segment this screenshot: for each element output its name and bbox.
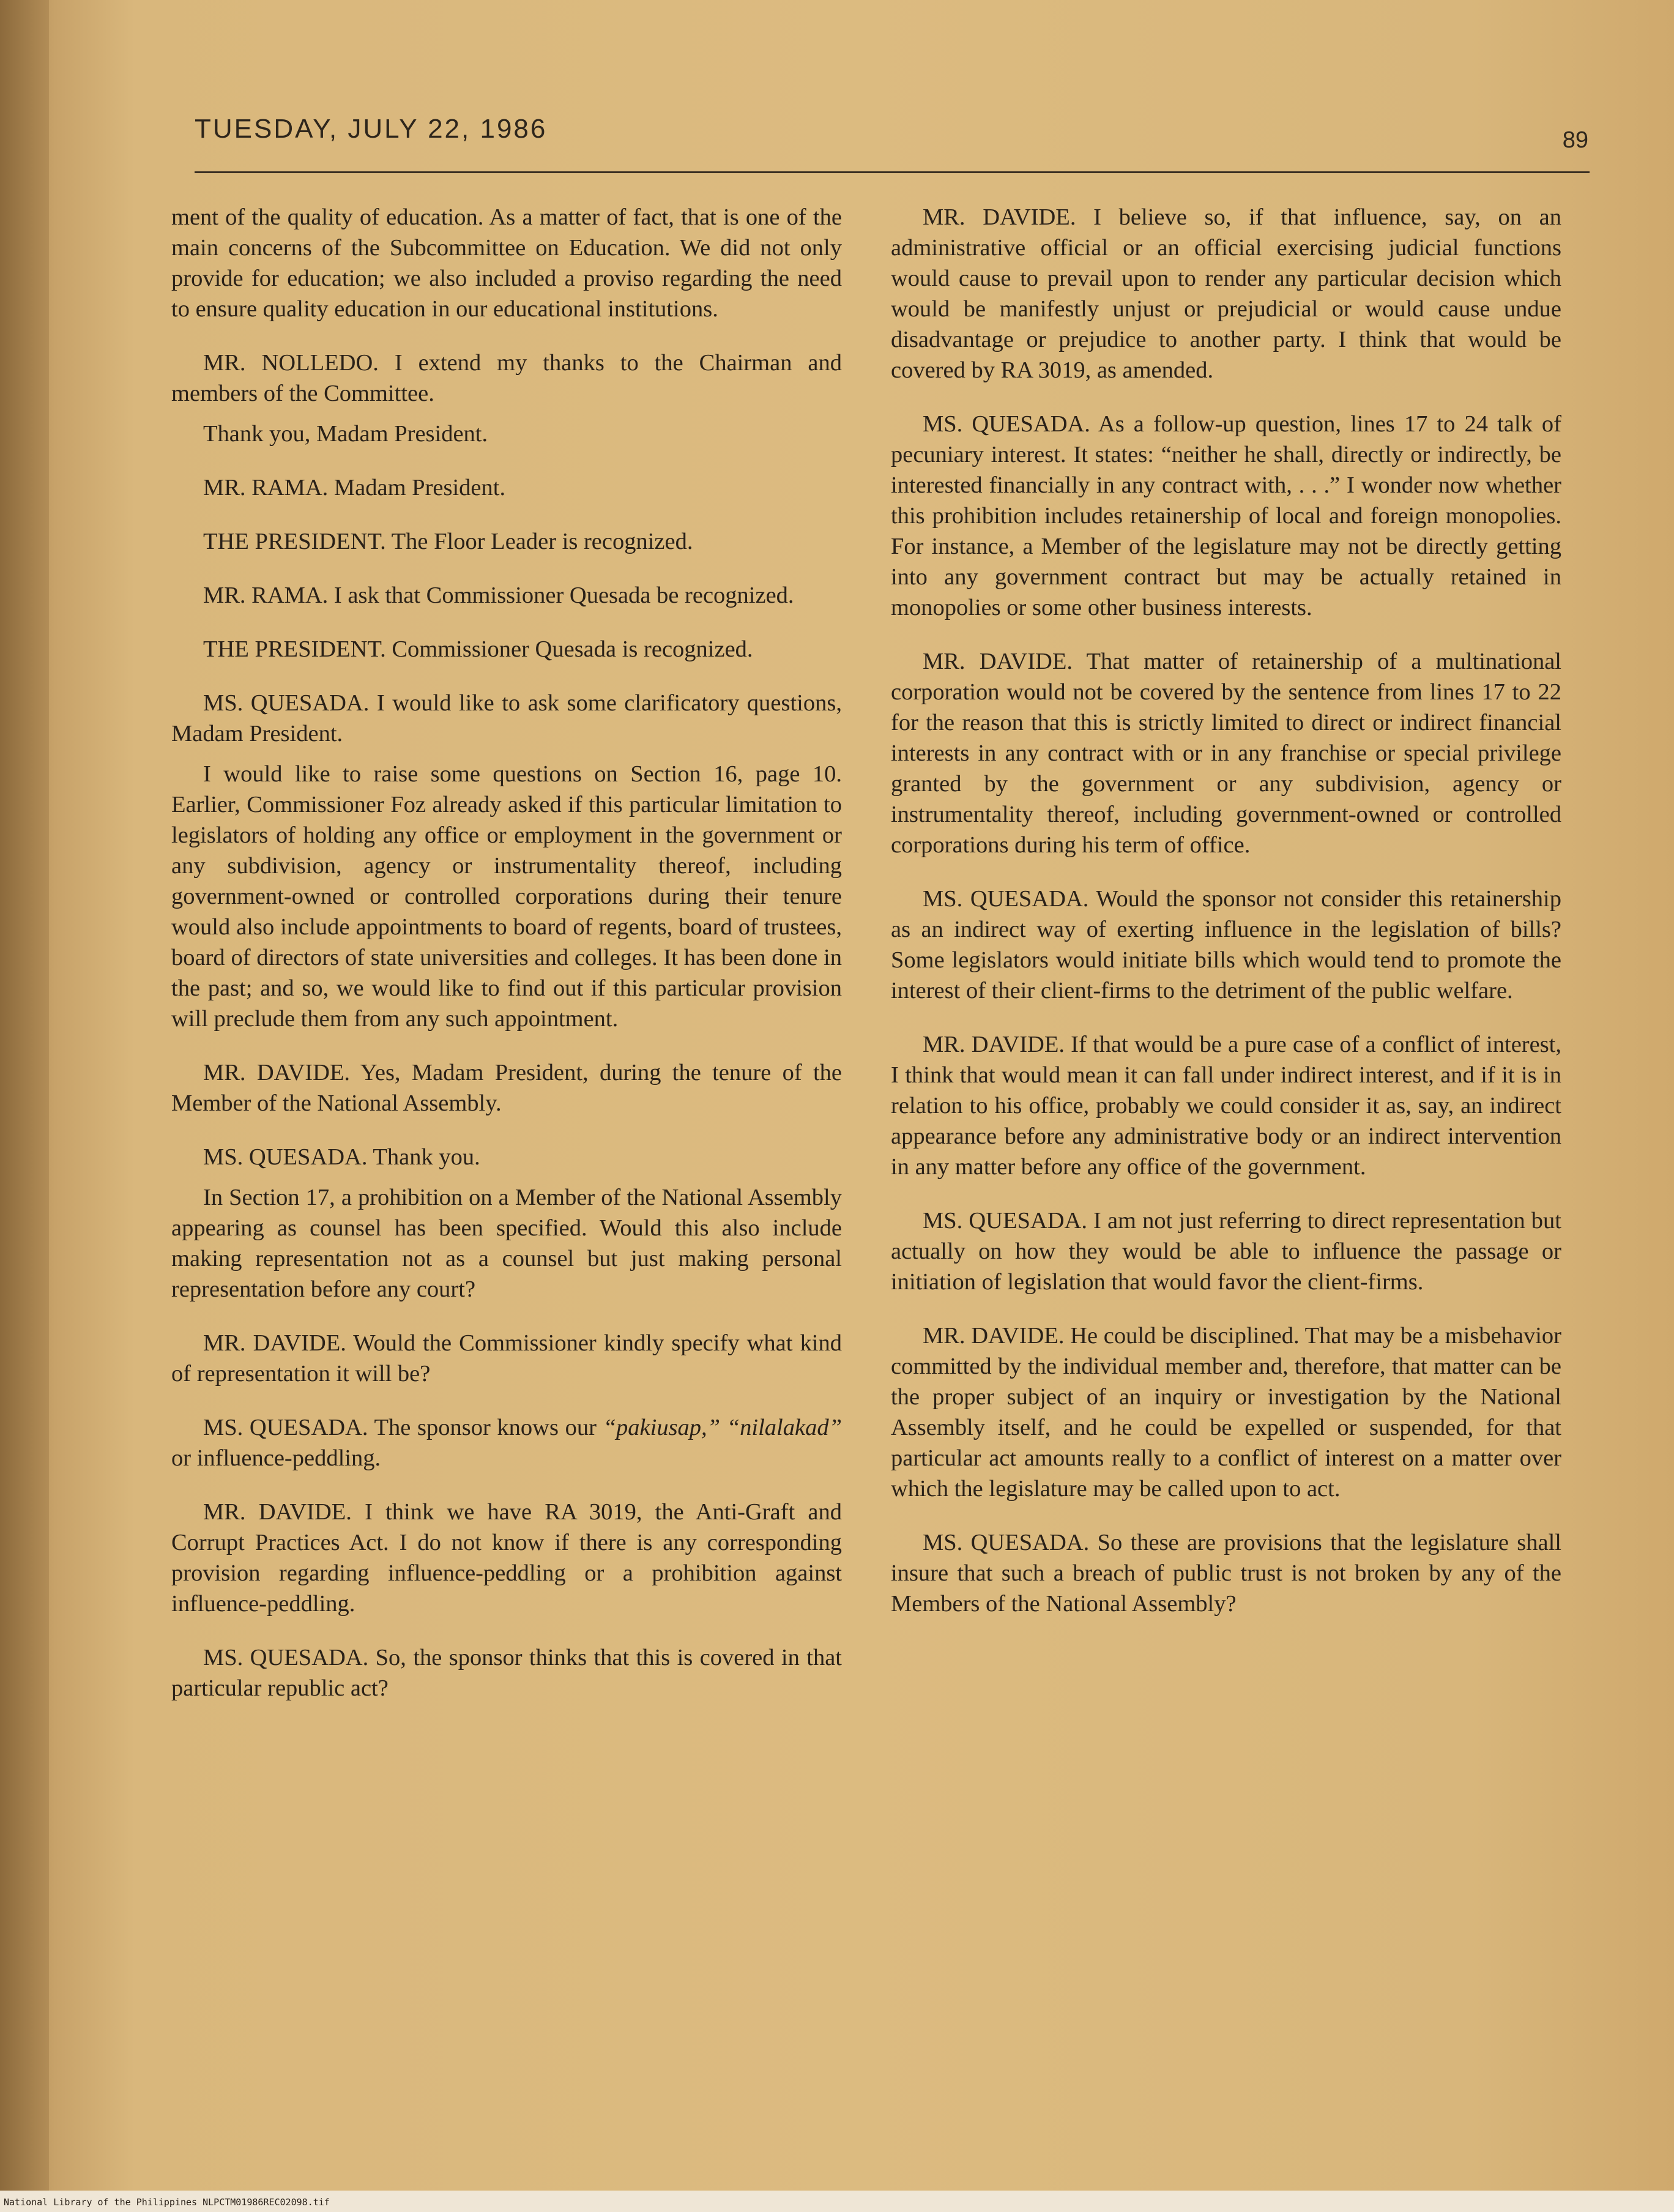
- paragraph: THE PRESIDENT. Commissioner Quesada is recognized.: [203, 636, 753, 662]
- paragraph: MS. QUESADA. I would like to ask some clarificatory questions, Madam President.: [171, 690, 842, 747]
- paragraph-tail: or influence-peddling.: [171, 1445, 381, 1471]
- book-spine-shadow: [0, 0, 49, 2212]
- paragraph: MR. DAVIDE. He could be disciplined. That may be a misbehavior committed by the individual member and, therefore, that matter can be the proper subject of an inquiry or investigation by the National Assembly itself, and he could be expelled or suspended, for that particular act amounts really to a conflict of interest on a matter over which the legislature may be called upon to act.: [891, 1323, 1561, 1502]
- paragraph: MR. DAVIDE. I believe so, if that influence, say, on an administrative official or an official exercising judicial functions would cause to prevail upon to render any particular decision which would be manifestly unjust or prejudicial or would cause undue disadvantage or prejudice to another party. I think that would be covered by RA 3019, as amended.: [891, 204, 1561, 383]
- paragraph: MS. QUESADA. Would the sponsor not consider this retainership as an indirect way of exerting influence in the legislation of bills? Some legislators would initiate bills which would tend to promote the interest of their client-firms to the detriment of the public welfare.: [891, 886, 1561, 1004]
- header-date: TUESDAY, JULY 22, 1986: [195, 114, 548, 144]
- paragraph-lead: MS. QUESADA. The sponsor knows our: [203, 1415, 597, 1440]
- paragraph: MR. DAVIDE. If that would be a pure case of a conflict of interest, I think that would mean it can fall under indirect interest, and if it is in relation to his office, probably we could consider it as, say, an indirect appearance before any administrative body or an indirect intervention in any matter before any office of the government.: [891, 1032, 1561, 1180]
- paragraph: I would like to raise some questions on Section 16, page 10. Earlier, Commissioner Foz already asked if this particular limitation to legislators of holding any office or employment in the government or any subdivision, agency or instrumentality thereof, including government-owned or controlled corporations during their tenure would also include appointments to board of regents, board of trustees, board of directors of state universities and colleges. It has been done in the past; and so, we would like to find out if this particular provision will preclude them from any such appointment.: [171, 761, 842, 1032]
- paragraph: MS. QUESADA. Thank you.: [203, 1144, 480, 1170]
- paragraph: MS. QUESADA. So, the sponsor thinks that this is covered in that particular republic act?: [171, 1645, 842, 1701]
- paragraph: MR. DAVIDE. Would the Commissioner kindly specify what kind of representation it will be?: [171, 1330, 842, 1387]
- paragraph: MR. RAMA. Madam President.: [203, 475, 506, 501]
- scan-footer: National Library of the Philippines NLPCTM01986REC02098.tif: [4, 2197, 330, 2208]
- paragraph: MR. DAVIDE. Yes, Madam President, during the tenure of the Member of the National Assembly.: [171, 1060, 842, 1116]
- paragraph: MS. QUESADA. As a follow-up question, lines 17 to 24 talk of pecuniary interest. It states: “neither he shall, directly or indirectly, be interested financially in any contract with, . . .” I wonder now whether this prohibition includes retainership of local and foreign monopolies. For instance, a Member of the legislature may not be directly getting into any government contract but may be actually retained in monopolies or some other business interests.: [891, 411, 1561, 620]
- paragraph: MS. QUESADA. I am not just referring to direct representation but actually on how they would be able to influence the passage or initiation of legislation that would favor the client-firms.: [891, 1208, 1561, 1295]
- page-number: 89: [1562, 127, 1588, 153]
- paragraph: MS. QUESADA. So these are provisions that the legislature shall insure that such a breach of public trust is not broken by any of the Members of the National Assembly?: [891, 1530, 1561, 1617]
- header-rule: [195, 171, 1590, 173]
- paragraph: In Section 17, a prohibition on a Member of the National Assembly appearing as counsel has been specified. Would this also include making representation not as a counsel but just making personal representation before any court?: [171, 1185, 842, 1302]
- paragraph: MR. NOLLEDO. I extend my thanks to the Chairman and members of the Committee.: [171, 350, 842, 406]
- italic-terms: “pakiusap,” “nilalakad”: [603, 1415, 843, 1440]
- paragraph: ment of the quality of education. As a matter of fact, that is one of the main concerns of the Subcommittee on Education. We did not only provide for education; we also included a proviso regarding the need to ensure quality education in our educational institutions.: [171, 204, 842, 322]
- paragraph: MR. DAVIDE. That matter of retainership of a multinational corporation would not be covered by the sentence from lines 17 to 22 for the reason that this is strictly limited to direct or indirect financial interests in any contract with or in any franchise or special privilege granted by the government or any subdivision, agency or instrumentality thereof, including government-owned or controlled corporations during his term of office.: [891, 649, 1561, 858]
- paragraph: THE PRESIDENT. The Floor Leader is recognized.: [203, 529, 693, 554]
- paragraph: MR. DAVIDE. I think we have RA 3019, the Anti-Graft and Corrupt Practices Act. I do not know if there is any corresponding provision regarding influence-peddling or a prohibition against influence-peddling.: [171, 1499, 842, 1617]
- right-column: [891, 202, 1561, 1642]
- paragraph: [171, 1412, 842, 1473]
- paragraph: MR. RAMA. I ask that Commissioner Quesada be recognized.: [203, 583, 794, 608]
- left-column: [171, 202, 842, 1727]
- paragraph: Thank you, Madam President.: [203, 421, 488, 447]
